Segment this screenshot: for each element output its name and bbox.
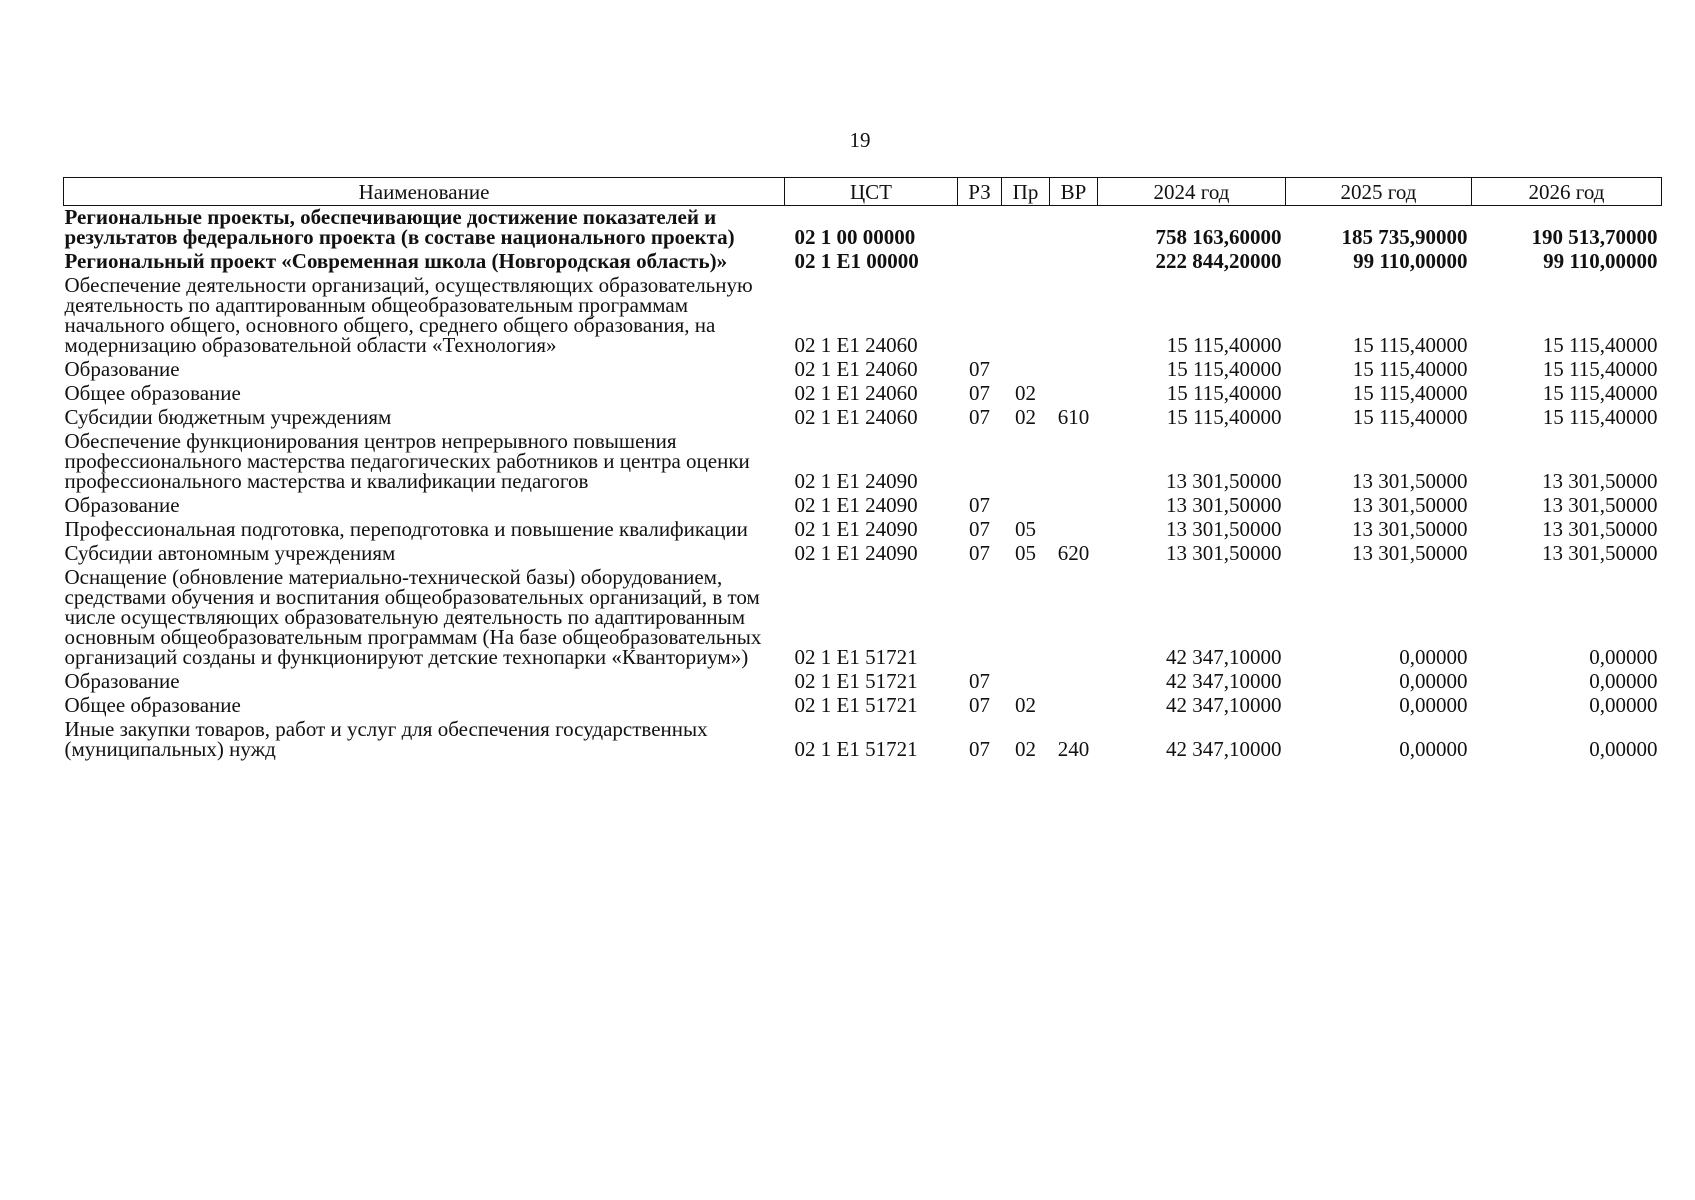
row-name: Иные закупки товаров, работ и услуг для обеспечения государственных (муниципальных) нужд	[64, 717, 708, 761]
row-2026: 0,00000	[1589, 669, 1658, 693]
row-2024: 42 347,10000	[1166, 669, 1282, 693]
header-rz: РЗ	[958, 178, 1002, 206]
row-2025: 13 301,50000	[1352, 517, 1468, 541]
row-rz: 07	[969, 493, 990, 517]
row-2026: 99 110,00000	[1543, 249, 1658, 273]
row-pr	[1002, 206, 1050, 251]
row-2024: 42 347,10000	[1166, 693, 1282, 717]
row-2025: 99 110,00000	[1353, 249, 1468, 273]
row-rz	[958, 566, 1002, 670]
row-vr	[1050, 694, 1098, 718]
row-2024: 15 115,40000	[1166, 333, 1282, 357]
row-2024: 222 844,20000	[1155, 249, 1282, 273]
table-row	[64, 274, 1662, 358]
row-cst: 02 1 Е1 24090	[794, 541, 918, 565]
table-row	[64, 670, 1662, 694]
row-pr	[1002, 250, 1050, 274]
header-vr: ВР	[1050, 178, 1098, 206]
header-2026: 2026 год	[1472, 178, 1662, 206]
row-pr: 02	[1015, 405, 1036, 429]
row-vr: 620	[1057, 541, 1090, 565]
row-2026: 13 301,50000	[1542, 469, 1658, 493]
row-cst: 02 1 Е1 24090	[794, 517, 918, 541]
row-rz: 07	[969, 517, 990, 541]
table-row	[64, 518, 1662, 542]
row-cst: 02 1 Е1 24060	[794, 333, 918, 357]
row-2025: 0,00000	[1399, 645, 1468, 669]
row-vr	[1050, 382, 1098, 406]
table-header	[64, 178, 1662, 206]
row-2026: 15 115,40000	[1542, 357, 1658, 381]
row-rz: 07	[969, 357, 990, 381]
row-vr	[1050, 250, 1098, 274]
table-row	[64, 566, 1662, 670]
row-name: Образование	[64, 669, 180, 693]
row-name: Общее образование	[64, 693, 241, 717]
row-2025: 13 301,50000	[1352, 541, 1468, 565]
row-pr	[1002, 566, 1050, 670]
table-row	[64, 206, 1662, 251]
row-vr	[1050, 274, 1098, 358]
row-2025: 15 115,40000	[1352, 405, 1468, 429]
row-2026: 0,00000	[1589, 645, 1658, 669]
table-row	[64, 430, 1662, 494]
row-cst: 02 1 Е1 24060	[794, 405, 918, 429]
row-vr	[1050, 430, 1098, 494]
table-row	[64, 494, 1662, 518]
row-name: Региональные проекты, обеспечивающие достижение показателей и результатов федерального проекта (в составе национального проекта)	[64, 205, 735, 249]
row-pr: 05	[1015, 517, 1036, 541]
row-2025: 15 115,40000	[1352, 333, 1468, 357]
row-vr: 610	[1057, 405, 1090, 429]
row-2024: 758 163,60000	[1155, 225, 1282, 249]
row-2025: 0,00000	[1399, 669, 1468, 693]
row-cst: 02 1 Е1 24060	[794, 381, 918, 405]
row-vr	[1050, 206, 1098, 251]
row-name: Обеспечение функционирования центров непрерывного повышения профессионального мастерства педагогических работников и центра оценки профессионального мастерства и квалификации педагогов	[64, 429, 750, 493]
row-vr	[1050, 358, 1098, 382]
row-pr	[1002, 670, 1050, 694]
row-cst: 02 1 00 00000	[794, 225, 916, 249]
row-name: Образование	[64, 357, 180, 381]
row-vr	[1050, 670, 1098, 694]
row-pr: 05	[1015, 541, 1036, 565]
row-2024: 15 115,40000	[1166, 357, 1282, 381]
row-2024: 13 301,50000	[1166, 469, 1282, 493]
row-rz	[958, 206, 1002, 251]
table-row	[64, 250, 1662, 274]
row-pr: 02	[1015, 693, 1036, 717]
row-rz: 07	[969, 405, 990, 429]
row-2024: 42 347,10000	[1166, 645, 1282, 669]
row-rz	[958, 274, 1002, 358]
row-2024: 15 115,40000	[1166, 381, 1282, 405]
row-pr	[1002, 430, 1050, 494]
row-2026: 190 513,70000	[1531, 225, 1658, 249]
row-cst: 02 1 Е1 24060	[794, 357, 918, 381]
row-vr	[1050, 566, 1098, 670]
row-rz: 07	[969, 381, 990, 405]
row-name: Оснащение (обновление материально-технической базы) оборудованием, средствами обучения и воспитания общеобразовательных организаций, в том числе осуществляющих образовательную деятельность по адаптированным основным общеобразовательным программам (На базе общеобразовательных организаций созданы и функционируют детские технопарки «Кванториум»)	[64, 565, 762, 669]
table-row	[64, 382, 1662, 406]
row-2026: 15 115,40000	[1542, 405, 1658, 429]
header-name: Наименование	[64, 178, 785, 206]
row-pr: 02	[1015, 737, 1036, 761]
budget-table	[63, 177, 1662, 762]
table-row	[64, 542, 1662, 566]
row-2025: 13 301,50000	[1352, 469, 1468, 493]
row-2024: 13 301,50000	[1166, 493, 1282, 517]
row-rz: 07	[969, 737, 990, 761]
row-cst: 02 1 Е1 51721	[794, 693, 918, 717]
row-pr: 02	[1015, 381, 1036, 405]
row-2025: 15 115,40000	[1352, 357, 1468, 381]
row-2024: 42 347,10000	[1166, 737, 1282, 761]
row-2024: 13 301,50000	[1166, 517, 1282, 541]
row-2026: 15 115,40000	[1542, 381, 1658, 405]
row-cst: 02 1 Е1 24090	[794, 469, 918, 493]
row-2026: 15 115,40000	[1542, 333, 1658, 357]
row-cst: 02 1 Е1 51721	[794, 645, 918, 669]
row-vr	[1050, 518, 1098, 542]
row-name: Субсидии бюджетным учреждениям	[64, 405, 392, 429]
table-body	[64, 206, 1662, 763]
row-pr	[1002, 494, 1050, 518]
table-row	[64, 358, 1662, 382]
row-rz: 07	[969, 669, 990, 693]
row-2024: 15 115,40000	[1166, 405, 1282, 429]
row-cst: 02 1 Е1 51721	[794, 669, 918, 693]
row-cst: 02 1 Е1 00000	[794, 249, 919, 273]
page-number: 19	[849, 128, 871, 152]
row-2025: 0,00000	[1399, 737, 1468, 761]
header-pr: Пр	[1002, 178, 1050, 206]
row-name: Профессиональная подготовка, переподготовка и повышение квалификации	[64, 517, 748, 541]
row-2025: 0,00000	[1399, 693, 1468, 717]
row-2026: 13 301,50000	[1542, 493, 1658, 517]
row-name: Региональный проект «Современная школа (Новгородская область)»	[64, 249, 728, 273]
table-row	[64, 406, 1662, 430]
row-rz: 07	[969, 693, 990, 717]
row-2026: 0,00000	[1589, 693, 1658, 717]
header-2025: 2025 год	[1286, 178, 1472, 206]
row-2025: 15 115,40000	[1352, 381, 1468, 405]
row-2024: 13 301,50000	[1166, 541, 1282, 565]
table-row	[64, 694, 1662, 718]
row-name: Субсидии автономным учреждениям	[64, 541, 396, 565]
row-2025: 13 301,50000	[1352, 493, 1468, 517]
row-name: Образование	[64, 493, 180, 517]
header-cst: ЦСТ	[785, 178, 958, 206]
row-pr	[1002, 274, 1050, 358]
row-vr: 240	[1057, 737, 1090, 761]
row-2026: 0,00000	[1589, 737, 1658, 761]
row-cst: 02 1 Е1 51721	[794, 737, 918, 761]
header-2024: 2024 год	[1098, 178, 1286, 206]
row-2026: 13 301,50000	[1542, 541, 1658, 565]
row-2026: 13 301,50000	[1542, 517, 1658, 541]
row-vr	[1050, 494, 1098, 518]
row-cst: 02 1 Е1 24090	[794, 493, 918, 517]
row-name: Обеспечение деятельности организаций, осуществляющих образовательную деятельность по адаптированным общеобразовательным программам начального общего, основного общего, среднего общего образования, на модернизацию образовательной области «Технология»	[64, 273, 753, 357]
row-2025: 185 735,90000	[1341, 225, 1468, 249]
table-row	[64, 718, 1662, 762]
row-rz	[958, 430, 1002, 494]
row-name: Общее образование	[64, 381, 241, 405]
row-pr	[1002, 358, 1050, 382]
row-rz: 07	[969, 541, 990, 565]
row-rz	[958, 250, 1002, 274]
